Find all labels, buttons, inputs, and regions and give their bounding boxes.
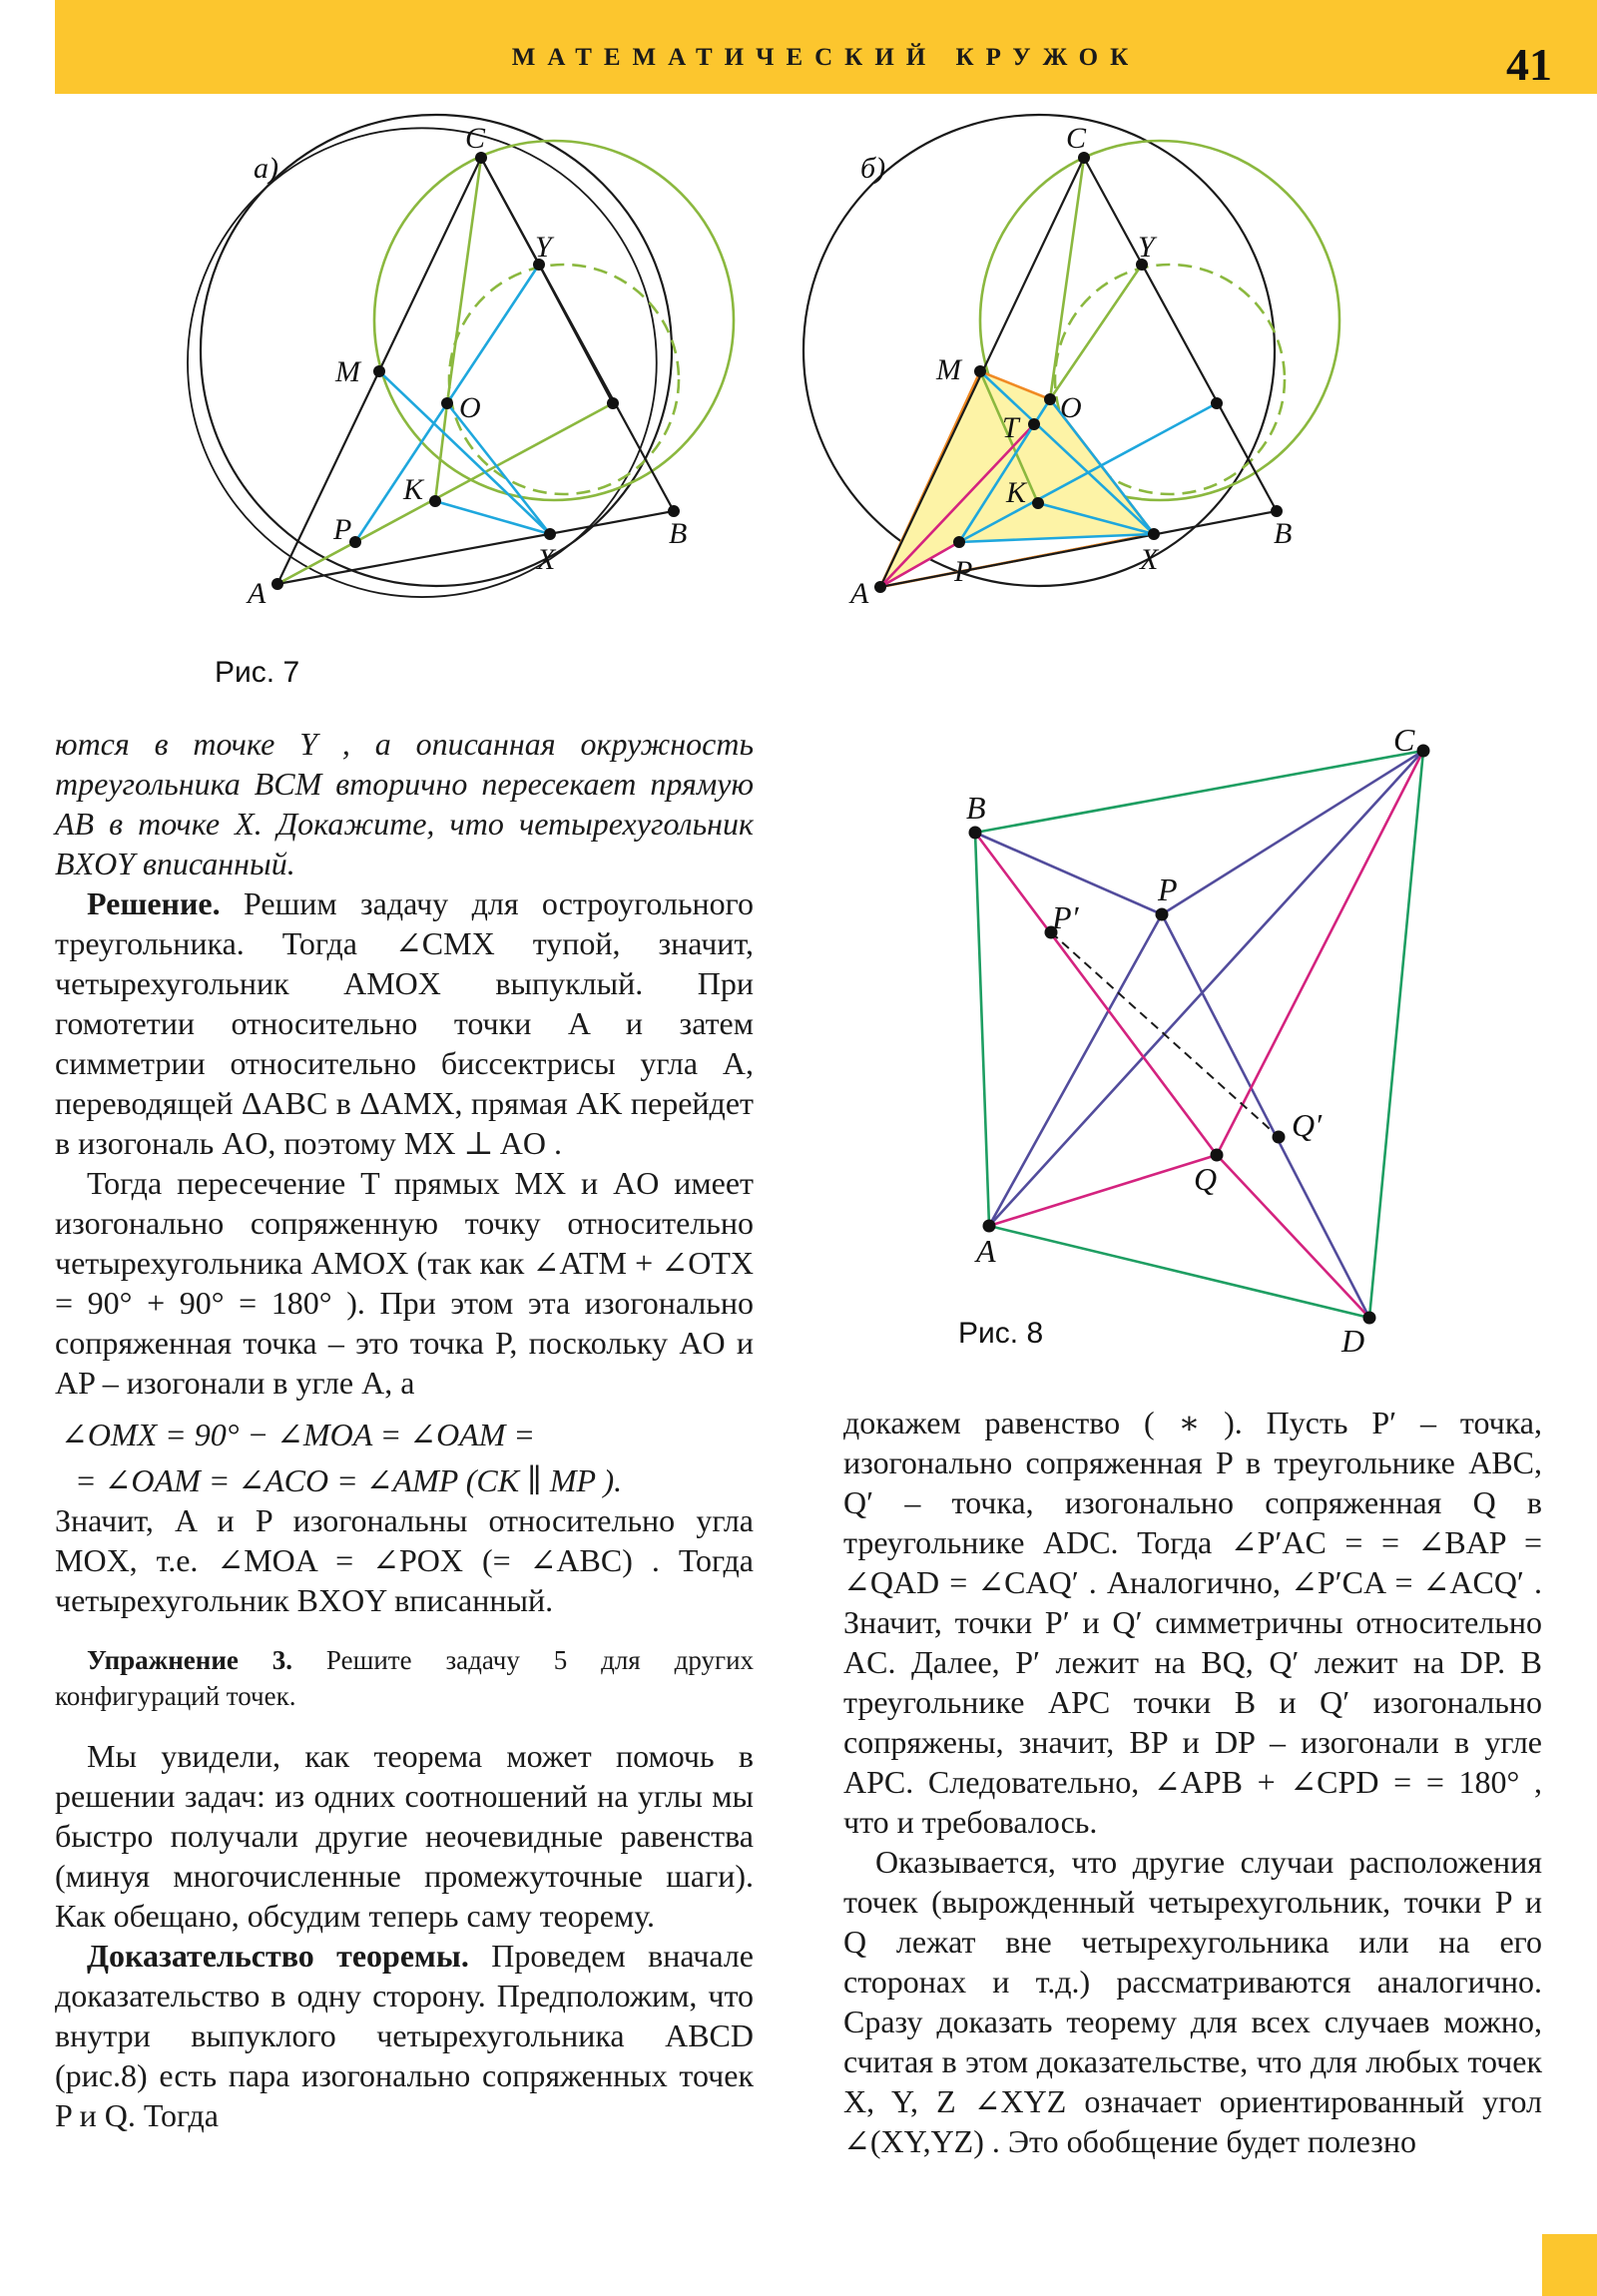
label-o: O [459, 391, 481, 424]
side-cb [481, 158, 613, 403]
conclusion-paragraph: Значит, A и P изогональны относительно угла MOX, т.е. ∠MOA = ∠POX (= ∠ABC) . Тогда четырехугольник BXOY вписанный. [55, 1502, 754, 1618]
label-c: C [1393, 722, 1415, 758]
point-a [983, 1220, 996, 1233]
figure-7a-drawing [190, 110, 739, 689]
label-p-prime: P′ [1052, 899, 1079, 935]
circle-bcm [374, 141, 734, 500]
page-header [55, 0, 1597, 94]
label-y: Y [535, 231, 552, 264]
point-q [1211, 1149, 1224, 1162]
panel-label: а) [254, 152, 278, 185]
equation-line-1: ∠OMX = 90° − ∠MOA = ∠OAM = [61, 1417, 535, 1452]
proof-paragraph [55, 1936, 754, 2135]
exercise-heading: Упражнение 3. [87, 1645, 293, 1675]
summary-paragraph: Мы увидели, как теорема может помочь в решении задач: из одних соотношений на углы мы быстро получали другие неочевидные равенства (минуя многочисленные промежуточные шаги). Как обещано, обсудим теперь саму теорему. [55, 1738, 754, 1934]
label-m: M [335, 355, 360, 388]
figure-8-drawing [938, 719, 1437, 1358]
label-q-prime: Q′ [1292, 1107, 1323, 1143]
label-c: C [1066, 122, 1087, 155]
intersection-paragraph: Тогда пересечение T прямых MX и AO имеет изогонально сопряженную точку относительно четырехугольника AMOX (так как ∠ATM + ∠OTX = 90° + 90° = 180° ). При этом эта изогонально сопряженная точка – это точка P, поскольку AO и AP – изогонали в угле A, а [55, 1165, 754, 1401]
figure-8-caption: Рис. 8 [958, 1317, 1044, 1350]
label-o: O [1060, 391, 1082, 424]
label-c: C [465, 122, 486, 155]
panel-label: б) [860, 152, 886, 185]
lines-bp-pc [975, 751, 1423, 914]
point-a [874, 581, 886, 593]
point-b [1271, 505, 1283, 517]
solution-heading: Решение. [87, 885, 221, 921]
solution-paragraph [55, 883, 754, 1163]
circle-bxoy-dashed [449, 265, 679, 494]
point-x [544, 528, 556, 540]
point-d [1363, 1312, 1376, 1325]
label-x: X [537, 543, 556, 576]
exercise-paragraph [55, 1642, 754, 1714]
lines-bq-qc [975, 751, 1423, 1155]
label-k: K [403, 473, 424, 506]
label-q: Q [1194, 1161, 1218, 1197]
exercise-text: Решите задачу 5 для других конфигураций точек. [55, 1645, 755, 1711]
problem-statement-end: ются в точке Y , а описанная окружность треугольника BCM вторично пересекает прямую AB в точке X. Докажите, что четырехугольник BXOY вписанный. [55, 726, 754, 881]
other-cases-paragraph: Оказывается, что другие случаи расположения точек (вырожденный четырехугольник, точки P и Q лежат вне четырехугольника или на его сторонах и т.д.) рассматриваются аналогично. Сразу доказать теорему для всех случаев можно, считая в этом доказательстве, что для любых точек X, Y, Z ∠XYZ означает ориентированный угол ∠(XY,YZ) . Это обобщение будет полезно [843, 1844, 1542, 2159]
point-t [1028, 418, 1040, 430]
label-b: B [669, 517, 688, 550]
label-t: T [1002, 411, 1019, 444]
left-column [55, 724, 754, 2135]
label-b: B [966, 790, 986, 826]
point-mid [607, 397, 619, 409]
point-b [969, 827, 982, 840]
label-a: A [850, 577, 869, 610]
label-d: D [1341, 1323, 1365, 1359]
label-k: K [1006, 476, 1027, 509]
segment-p-prime-q-prime [1051, 932, 1279, 1137]
journal-section-title: МАТЕМАТИЧЕСКИЙ КРУЖОК [511, 44, 1141, 71]
label-b: B [1274, 517, 1293, 550]
point-k [1032, 497, 1044, 509]
label-a: A [248, 577, 266, 610]
lines-aq-qd [989, 1155, 1369, 1318]
figure-7b-drawing [798, 110, 1397, 669]
label-p: P [333, 513, 352, 546]
page-number: 41 [1506, 39, 1552, 90]
solution-text: Решим задачу для остроугольного треугольника. Тогда ∠CMX тупой, значит, четырехугольник AMOX выпуклый. При гомотетии относительно точки A и затем симметрии относительно биссектрисы угла A, переводящей ΔABC в ΔAMX, прямая AK перейдет в изогональ AO, поэтому MX ⊥ AO . [55, 885, 755, 1161]
proof-heading: Доказательство теоремы. [87, 1938, 469, 1974]
label-m: M [936, 353, 961, 386]
point-q-prime [1273, 1131, 1286, 1144]
point-a [271, 578, 283, 590]
point-c [1417, 745, 1430, 758]
point-o [1044, 393, 1056, 405]
proof-text: Проведем вначале доказательство в одну сторону. Предположим, что внутри выпуклого четырехугольника ABCD (рис.8) есть пара изогонально сопряженных точек P и Q. Тогда [55, 1938, 755, 2133]
label-p: P [954, 555, 973, 588]
label-y: Y [1138, 231, 1155, 264]
point-x [1148, 528, 1160, 540]
corner-tab [1542, 2234, 1597, 2296]
point-o [441, 397, 453, 409]
right-column [843, 1403, 1542, 2161]
point-k [429, 495, 441, 507]
label-x: X [1140, 543, 1159, 576]
point-m [373, 365, 385, 377]
equation-line-2: = ∠OAM = ∠ACO = ∠AMP (CK ∥ MP ). [75, 1462, 623, 1498]
point-mid [1211, 397, 1223, 409]
label-p: P [1158, 871, 1178, 907]
proof-continuation: докажем равенство ( ∗ ). Пусть P′ – точка, изогонально сопряженная P в треугольнике ABC, Q′ – точка, изогонально сопряженная Q в треугольнике ADC. Тогда ∠P′AC = = ∠BAP = ∠QAD = ∠CAQ′ . Аналогично, ∠P′CA = ∠ACQ′ . Значит, точки P′ и Q′ симметричны относительно AC. Далее, P′ лежит на BQ, Q′ лежит на DP. В треугольнике APC точки B и Q′ изогонально сопряжены, значит, BP и DP – изогонали в угле APC. Следовательно, ∠APB + ∠CPD = = 180° , что и требовалось. [843, 1405, 1542, 1840]
line-oy [1050, 265, 1142, 399]
diagonal-ac [989, 751, 1423, 1226]
point-p [1156, 908, 1169, 921]
quadrilateral-abcd [975, 751, 1423, 1318]
point-b [668, 505, 680, 517]
figure-7-caption: Рис. 7 [215, 656, 300, 689]
point-p [953, 536, 965, 548]
point-m [974, 365, 986, 377]
label-a: A [976, 1233, 996, 1269]
